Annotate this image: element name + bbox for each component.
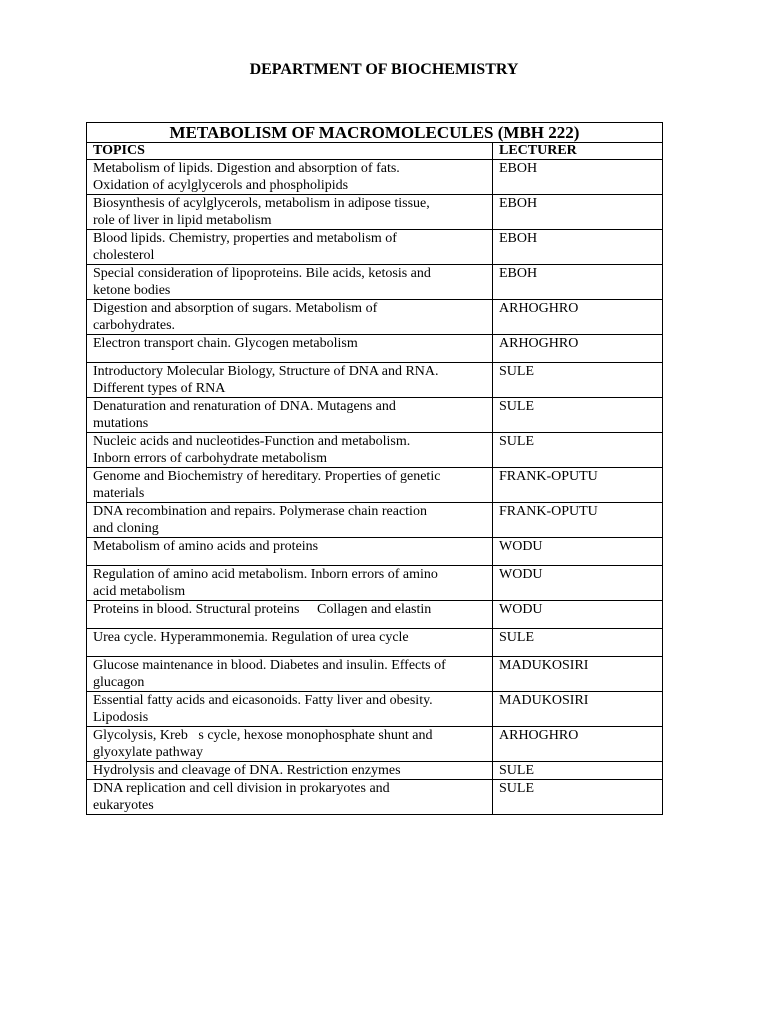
lecturer-cell: FRANK-OPUTU [493,503,663,538]
lecturer-cell: WODU [493,601,663,629]
lecturer-cell: EBOH [493,230,663,265]
header-row [87,143,663,160]
table-row [87,762,663,780]
table-row [87,629,663,657]
topic-cell: Special consideration of lipoproteins. Bile acids, ketosis and ketone bodies [87,265,493,300]
table-row [87,566,663,601]
lecturer-cell: ARHOGHRO [493,335,663,363]
topic-cell: Blood lipids. Chemistry, properties and metabolism of cholesterol [87,230,493,265]
lecturer-cell: MADUKOSIRI [493,657,663,692]
lecturer-cell: SULE [493,780,663,815]
table-row [87,195,663,230]
topic-cell: Essential fatty acids and eicasonoids. Fatty liver and obesity. Lipodosis [87,692,493,727]
lecturer-cell: SULE [493,629,663,657]
table-row [87,538,663,566]
topic-cell: Metabolism of lipids. Digestion and absorption of fats. Oxidation of acylglycerols and phospholipids [87,160,493,195]
table-row [87,300,663,335]
table-row [87,433,663,468]
course-table [86,122,663,815]
lecturer-cell: MADUKOSIRI [493,692,663,727]
department-title: DEPARTMENT OF BIOCHEMISTRY [249,61,519,78]
topic-cell: Metabolism of amino acids and proteins [87,538,493,566]
topic-cell: Glycolysis, Kreb s cycle, hexose monophosphate shunt and glyoxylate pathway [87,727,493,762]
topic-cell: Nucleic acids and nucleotides-Function and metabolism. Inborn errors of carbohydrate metabolism [87,433,493,468]
topic-cell: Electron transport chain. Glycogen metabolism [87,335,493,363]
course-title-row [87,123,663,143]
lecturer-cell: SULE [493,398,663,433]
table-row [87,363,663,398]
topic-cell: Glucose maintenance in blood. Diabetes and insulin. Effects of glucagon [87,657,493,692]
lecturer-header: LECTURER [493,143,663,160]
lecturer-cell: EBOH [493,160,663,195]
topic-cell: Digestion and absorption of sugars. Metabolism of carbohydrates. [87,300,493,335]
lecturer-cell: ARHOGHRO [493,727,663,762]
table-row [87,692,663,727]
table-row [87,468,663,503]
table-row [87,727,663,762]
table-row [87,160,663,195]
table-row [87,601,663,629]
topic-cell: Regulation of amino acid metabolism. Inborn errors of amino acid metabolism [87,566,493,601]
lecturer-cell: SULE [493,433,663,468]
topic-cell: Hydrolysis and cleavage of DNA. Restriction enzymes [87,762,493,780]
topic-cell: DNA recombination and repairs. Polymerase chain reaction and cloning [87,503,493,538]
lecturer-cell: SULE [493,363,663,398]
topic-cell: Introductory Molecular Biology, Structure of DNA and RNA. Different types of RNA [87,363,493,398]
lecturer-cell: EBOH [493,195,663,230]
topic-cell: Genome and Biochemistry of hereditary. Properties of genetic materials [87,468,493,503]
course-title: METABOLISM OF MACROMOLECULES (MBH 222) [87,123,663,143]
lecturer-cell: ARHOGHRO [493,300,663,335]
lecturer-cell: WODU [493,538,663,566]
lecturer-cell: EBOH [493,265,663,300]
lecturer-cell: SULE [493,762,663,780]
table-row [87,503,663,538]
table-row [87,230,663,265]
topics-header: TOPICS [87,143,493,160]
table-row [87,398,663,433]
topic-cell: Denaturation and renaturation of DNA. Mutagens and mutations [87,398,493,433]
topic-cell: Biosynthesis of acylglycerols, metabolism in adipose tissue, role of liver in lipid metabolism [87,195,493,230]
topic-cell: Urea cycle. Hyperammonemia. Regulation of urea cycle [87,629,493,657]
lecturer-cell: WODU [493,566,663,601]
table-row [87,265,663,300]
topic-cell: Proteins in blood. Structural proteins Collagen and elastin [87,601,493,629]
table-row [87,657,663,692]
table-row [87,335,663,363]
table-row [87,780,663,815]
lecturer-cell: FRANK-OPUTU [493,468,663,503]
topic-cell: DNA replication and cell division in prokaryotes and eukaryotes [87,780,493,815]
